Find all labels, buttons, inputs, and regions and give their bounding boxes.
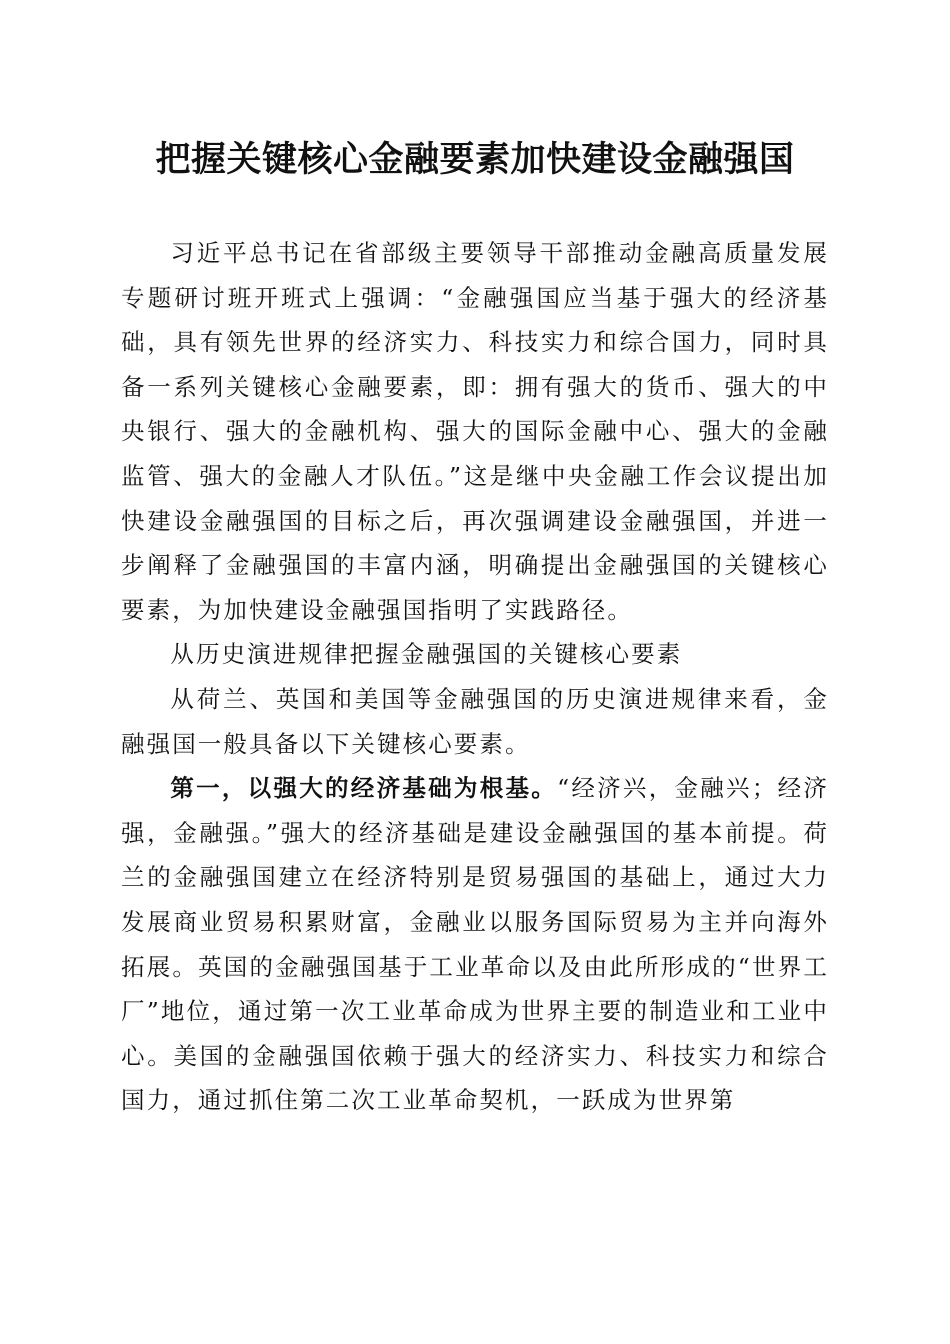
paragraph-overview: 从荷兰、英国和美国等金融强国的历史演进规律来看，金融强国一般具备以下关键核心要素。 xyxy=(121,684,829,758)
document-body xyxy=(121,231,829,1123)
paragraph-intro: 习近平总书记在省部级主要领导干部推动金融高质量发展专题研讨班开班式上强调：“金融强国应当基于强大的经济基础，具有领先世界的经济实力、科技实力和综合国力，同时具备一系列关键核心金融要素，即：拥有强大的货币、强大的中央银行、强大的金融机构、强大的国际金融中心、强大的金融监管、强大的金融人才队伍。”这是继中央金融工作会议提出加快建设金融强国的目标之后，再次强调建设金融强国，并进一步阐释了金融强国的丰富内涵，明确提出金融强国的关键核心要素，为加快建设金融强国指明了实践路径。 xyxy=(121,239,829,624)
document-title: 把握关键核心金融要素加快建设金融强国 xyxy=(155,139,795,180)
first-point-text: “经济兴，金融兴；经济强，金融强。”强大的经济基础是建设金融强国的基本前提。荷兰的金融强国建立在经济特别是贸易强国的基础上，通过大力发展商业贸易积累财富，金融业以服务国际贸易为主并向海外拓展。英国的金融强国基于工业革命以及由此所形成的“世界工厂”地位，通过第一次工业革命成为世界主要的制造业和工业中心。美国的金融强国依赖于强大的经济实力、科技实力和综合国力，通过抓住第二次工业革命契机，一跃成为世界第 xyxy=(121,774,829,1115)
first-point-lead: 第一，以强大的经济基础为根基。 xyxy=(170,774,558,803)
section-heading: 从历史演进规律把握金融强国的关键核心要素 xyxy=(170,640,683,669)
paragraph-first-point xyxy=(121,766,829,1123)
